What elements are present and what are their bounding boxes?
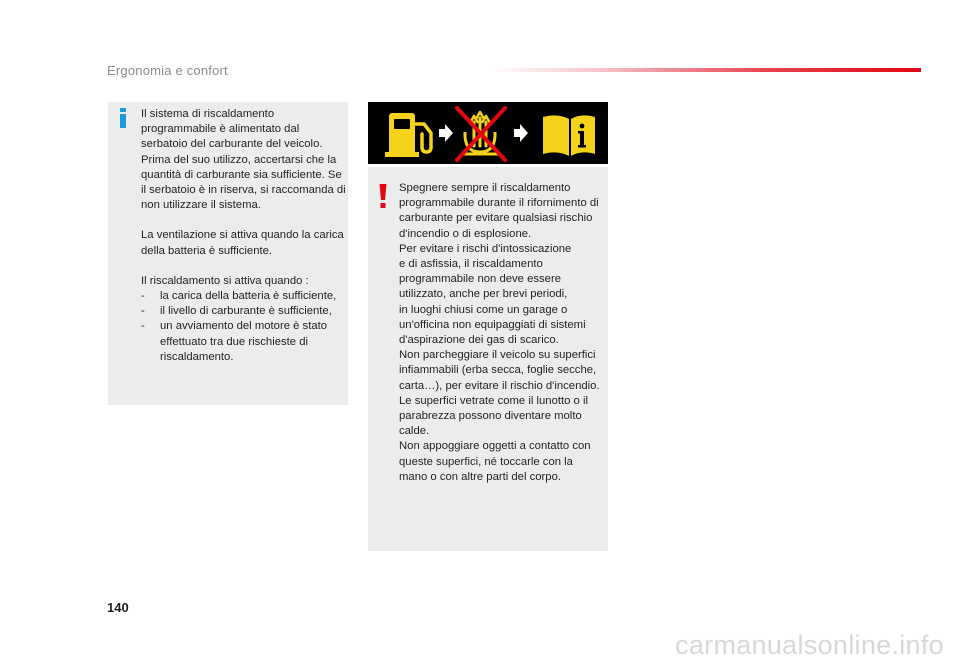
- warning-line: calde.: [399, 425, 430, 438]
- list-item-text: il livello di carburante è sufficiente,: [160, 305, 332, 318]
- watermark: carmanualsonline.info: [675, 630, 944, 660]
- manual-info-icon: [543, 115, 595, 156]
- conditions-list: [141, 289, 346, 365]
- warning-banner: [368, 102, 608, 164]
- fuel-pump-icon: [385, 113, 431, 157]
- warning-line: Non appoggiare oggetti a contatto con: [399, 440, 591, 453]
- warning-line: d'incendio o di esplosione.: [399, 227, 532, 240]
- header-rule: [488, 68, 921, 72]
- arrow-right-icon: [514, 124, 528, 142]
- list-dash: -: [141, 305, 145, 318]
- list-item: [141, 289, 346, 304]
- warning-line: programmabile non deve essere: [399, 273, 562, 286]
- info-paragraph-1: Il sistema di riscaldamento programmabile è alimentato dal serbatoio del carburante del veicolo. Prima del suo utilizzo, accertarsi che la quantità di carburante sia sufficiente. Se il serbatoio è in riserva, si raccomanda di non utilizzare il sistema.: [141, 108, 346, 212]
- warning-line: Le superfici vetrate come il lunotto o il: [399, 394, 589, 407]
- warning-line: queste superfici, né toccarle con la: [399, 455, 573, 468]
- list-item-text: la carica della batteria è sufficiente,: [160, 290, 337, 303]
- warning-line: Spegnere sempre il riscaldamento: [399, 182, 571, 194]
- warning-line: parabrezza possono diventare molto: [399, 410, 582, 423]
- info-icon: [116, 108, 130, 128]
- warning-line: utilizzato, anche per brevi periodi,: [399, 288, 568, 301]
- info-paragraph-2: La ventilazione si attiva quando la carica della batteria è sufficiente.: [141, 229, 344, 257]
- list-dash: -: [141, 290, 145, 303]
- warning-icon: [377, 184, 389, 208]
- warning-line: carburante per evitare qualsiasi rischio: [399, 212, 593, 225]
- warning-line: infiammabili (erba secca, foglie secche,: [399, 364, 597, 377]
- warning-line: in luoghi chiusi come un garage o: [399, 303, 568, 316]
- warning-line: Non parcheggiare il veicolo su superfici: [399, 349, 596, 362]
- page-number: 140: [107, 600, 129, 615]
- warning-box: [368, 167, 608, 551]
- list-item: [141, 319, 346, 365]
- page-header-title: Ergonomia e confort: [107, 63, 228, 78]
- arrow-right-icon: [439, 124, 453, 142]
- list-dash: -: [141, 320, 145, 333]
- heater-crossed-out-icon: [457, 108, 505, 160]
- warning-line: un'officina non equipaggiati di sistemi: [399, 318, 586, 331]
- warning-line: e di asfissia, il riscaldamento: [399, 258, 543, 271]
- warning-line: carta…), per evitare il rischio d'incendio.: [399, 379, 600, 392]
- info-paragraph-3-intro: Il riscaldamento si attiva quando :: [141, 274, 309, 287]
- list-item: [141, 304, 346, 319]
- warning-line: mano o con altre parti del corpo.: [399, 470, 562, 483]
- info-text: [141, 107, 346, 365]
- warning-line: Per evitare i rischi d'intossicazione: [399, 242, 572, 255]
- warning-text: [399, 181, 605, 485]
- list-item-text: un avviamento del motore è stato effettuato tra due rischieste di riscaldamento.: [160, 320, 328, 363]
- warning-line: programmabile durante il rifornimento di: [399, 197, 599, 210]
- info-box: [108, 102, 348, 405]
- warning-line: d'aspirazione dei gas di scarico.: [399, 334, 559, 347]
